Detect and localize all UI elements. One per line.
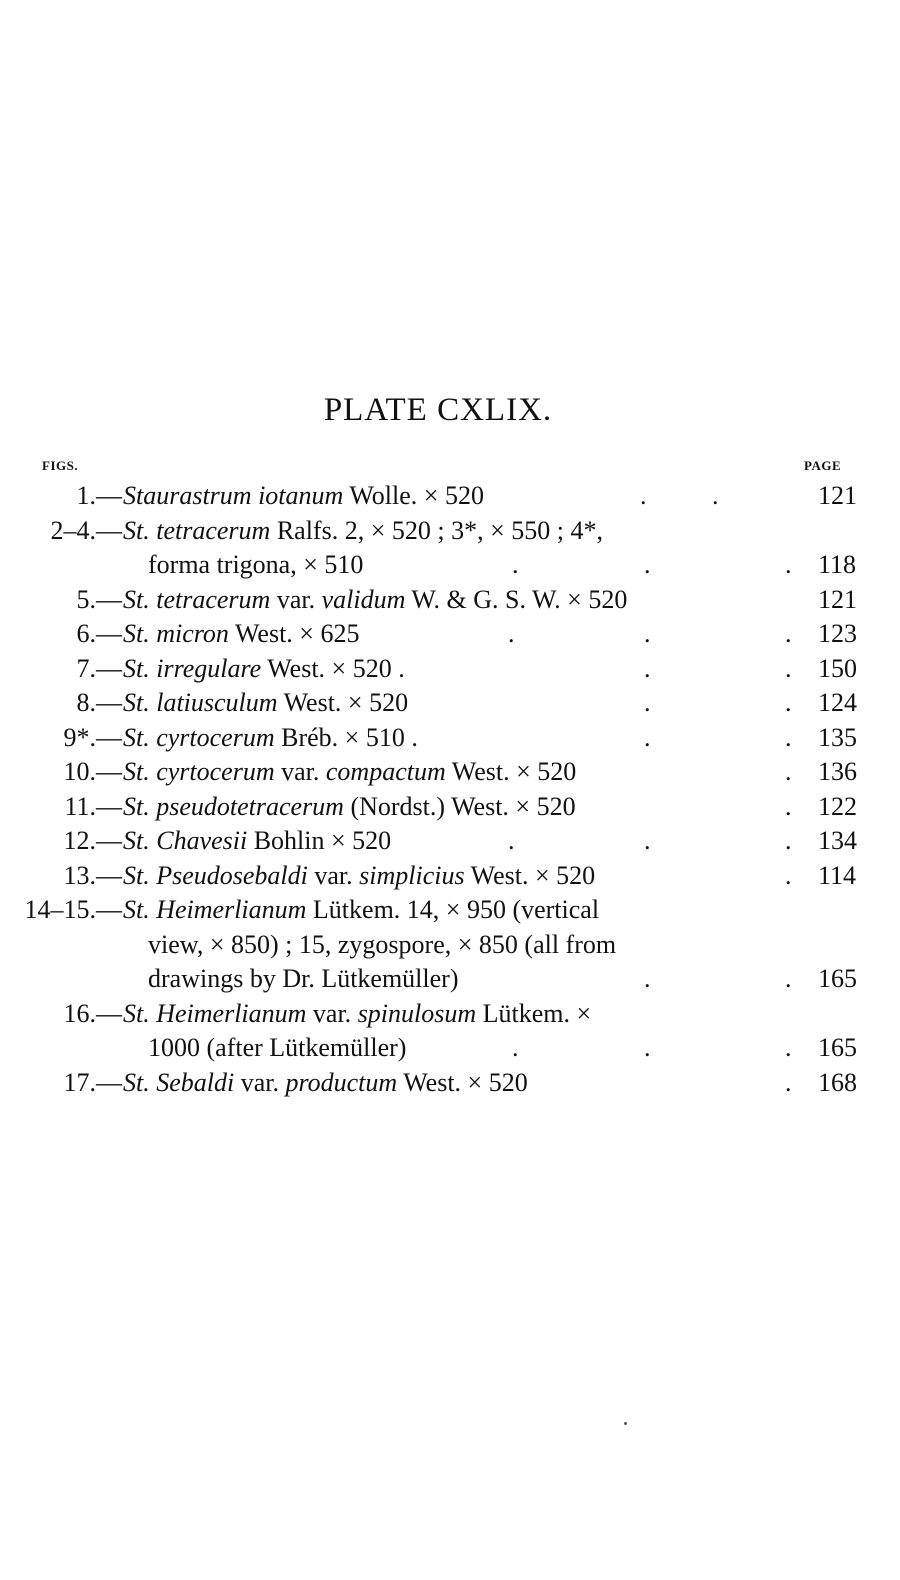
page-number: 150 xyxy=(818,653,857,683)
leader-dot: . xyxy=(785,826,792,855)
figure-number: 11.— xyxy=(64,791,122,821)
leader-dot: . xyxy=(644,688,651,717)
species-name-italic: productum xyxy=(285,1067,398,1097)
leader-dot: . xyxy=(640,481,647,510)
page-number: 134 xyxy=(818,826,857,855)
species-name-italic: St. Pseudosebaldi xyxy=(123,860,308,890)
species-name-italic: St. pseudotetracerum xyxy=(123,791,344,821)
plate-entry-line xyxy=(0,617,900,651)
leader-dot: . xyxy=(644,722,651,752)
page-number: 114 xyxy=(818,860,857,890)
leader-dot: . xyxy=(508,619,515,648)
species-name-italic: St. cyrtocerum xyxy=(123,757,275,786)
description-text: forma trigona, × 510 xyxy=(148,550,364,579)
description-text: Bréb. × 510 . xyxy=(274,722,418,752)
figure-description xyxy=(123,824,391,858)
plate-entry-line xyxy=(0,583,900,617)
figure-number: 17.— xyxy=(63,1067,122,1097)
description-text: (Nordst.) West. × 520 xyxy=(343,791,576,821)
figure-description xyxy=(123,617,359,651)
plate-entry-line xyxy=(0,1031,900,1065)
leader-dot: . xyxy=(785,757,792,786)
figure-description xyxy=(123,514,603,548)
figure-description xyxy=(123,790,576,824)
leader-dot: . xyxy=(644,826,651,855)
species-name-italic: St. tetracerum xyxy=(123,584,271,614)
species-name-italic: St. micron xyxy=(123,619,229,648)
plate-entry-line xyxy=(0,548,900,582)
page-number: 165 xyxy=(818,1033,857,1062)
page-number: 136 xyxy=(818,757,857,786)
figure-number: 8.— xyxy=(76,688,122,717)
plate-entry-line xyxy=(0,997,900,1031)
leader-dot: . xyxy=(508,826,515,855)
figure-number: 14–15.— xyxy=(24,895,122,924)
description-text: Bohlin × 520 xyxy=(247,826,392,855)
plate-entry-line xyxy=(0,479,900,513)
page-number: 135 xyxy=(818,722,857,752)
figure-description xyxy=(123,686,408,720)
description-text: Ralfs. 2, × 520 ; 3*, × 550 ; 4*, xyxy=(270,515,603,545)
figure-description xyxy=(123,479,484,513)
species-name-italic: St. irregulare xyxy=(123,653,262,683)
plate-entry-line xyxy=(0,721,900,755)
species-name-italic: St. Heimerlianum xyxy=(123,895,307,924)
figure-number: 9*.— xyxy=(63,722,122,752)
leader-dot: . xyxy=(785,550,792,579)
description-text: West. × 625 xyxy=(228,619,360,648)
figure-description xyxy=(123,1066,528,1100)
leader-dot: . xyxy=(644,619,651,648)
page-number: 121 xyxy=(818,584,857,614)
figure-description xyxy=(123,893,599,927)
species-name-italic: St. cyrtocerum xyxy=(123,722,275,752)
page-number: 168 xyxy=(818,1067,857,1097)
page-title: PLATE CXLIX. xyxy=(323,392,553,428)
figure-number: 6.— xyxy=(76,619,122,648)
leader-dot: . xyxy=(785,653,792,683)
figure-description xyxy=(123,652,405,686)
figure-number: 12.— xyxy=(63,826,122,855)
figure-description xyxy=(123,859,595,893)
leader-dot: . xyxy=(712,481,719,510)
plate-entry-line xyxy=(0,1066,900,1100)
stray-mark xyxy=(624,1422,627,1425)
description-text: var. xyxy=(307,860,360,890)
species-name-italic: St. tetracerum xyxy=(123,515,271,545)
leader-dot: . xyxy=(785,964,792,993)
plate-entry-line xyxy=(0,928,900,962)
figure-number: 7.— xyxy=(76,653,122,683)
figs-column-header: FIGS. xyxy=(42,458,79,473)
figure-description xyxy=(123,721,418,755)
description-text: 1000 (after Lütkemüller) xyxy=(148,1033,407,1062)
description-text: var. xyxy=(270,584,322,614)
page-number: 122 xyxy=(818,791,857,821)
page-number: 123 xyxy=(818,619,857,648)
description-text: Lütkem. × xyxy=(476,998,592,1028)
figure-number: 16.— xyxy=(63,998,122,1028)
figure-number: 2–4.— xyxy=(50,515,122,545)
description-text: var. xyxy=(274,757,326,786)
description-text: drawings by Dr. Lütkemüller) xyxy=(148,964,459,993)
figure-number: 5.— xyxy=(76,584,122,614)
figure-description xyxy=(148,548,363,582)
plate-entry-line xyxy=(0,755,900,789)
figure-number: 1.— xyxy=(76,481,122,510)
figure-description xyxy=(148,928,616,962)
description-text: West. × 520 . xyxy=(261,653,405,683)
species-name-italic: simplicius xyxy=(359,860,465,890)
leader-dot: . xyxy=(512,1033,519,1062)
plate-entry-line xyxy=(0,859,900,893)
leader-dot: . xyxy=(785,791,792,821)
species-name-italic: St. Sebaldi xyxy=(123,1067,235,1097)
leader-dot: . xyxy=(644,964,651,993)
leader-dot: . xyxy=(785,860,792,890)
description-text: West. × 520 xyxy=(445,757,577,786)
species-name-italic: St. Heimerlianum xyxy=(123,998,307,1028)
figure-number: 10.— xyxy=(63,757,122,786)
plate-entry-line xyxy=(0,893,900,927)
leader-dot: . xyxy=(644,653,651,683)
description-text: West. × 520 xyxy=(277,688,409,717)
species-name-italic: St. Chavesii xyxy=(123,826,248,855)
leader-dot: . xyxy=(785,722,792,752)
figure-description xyxy=(123,755,576,789)
description-text: W. & G. S. W. × 520 xyxy=(405,584,628,614)
page-number: 124 xyxy=(818,688,857,717)
leader-dot: . xyxy=(644,1033,651,1062)
plate-entry-line xyxy=(0,962,900,996)
leader-dot: . xyxy=(644,550,651,579)
description-text: Lütkem. 14, × 950 (vertical xyxy=(306,895,600,924)
page-number: 118 xyxy=(818,550,857,579)
figure-description xyxy=(148,1031,406,1065)
leader-dot: . xyxy=(512,550,519,579)
plate-entry-line xyxy=(0,514,900,548)
description-text: var. xyxy=(306,998,358,1028)
description-text: view, × 850) ; 15, zygospore, × 850 (all from xyxy=(148,929,617,959)
figure-description xyxy=(148,962,459,996)
page-column-header: PAGE xyxy=(804,458,842,473)
plate-entry-line xyxy=(0,824,900,858)
description-text: West. × 520 xyxy=(464,860,596,890)
leader-dot: . xyxy=(785,1067,792,1097)
plate-entry-line xyxy=(0,686,900,720)
figure-number: 13.— xyxy=(63,860,122,890)
species-name-italic: Staurastrum iotanum xyxy=(123,481,344,510)
figure-description xyxy=(123,997,591,1031)
species-name-italic: compactum xyxy=(325,757,446,786)
description-text: var. xyxy=(234,1067,286,1097)
description-text: West. × 520 xyxy=(397,1067,528,1097)
species-name-italic: spinulosum xyxy=(357,998,477,1028)
plate-entry-line xyxy=(0,790,900,824)
description-text: Wolle. × 520 xyxy=(343,481,484,510)
plate-entry-line xyxy=(0,652,900,686)
species-name-italic: validum xyxy=(321,584,406,614)
figure-description xyxy=(123,583,627,617)
page-number: 121 xyxy=(818,481,857,510)
page-number: 165 xyxy=(818,964,857,993)
species-name-italic: St. latiusculum xyxy=(123,688,278,717)
leader-dot: . xyxy=(785,688,792,717)
leader-dot: . xyxy=(785,619,792,648)
leader-dot: . xyxy=(785,1033,792,1062)
